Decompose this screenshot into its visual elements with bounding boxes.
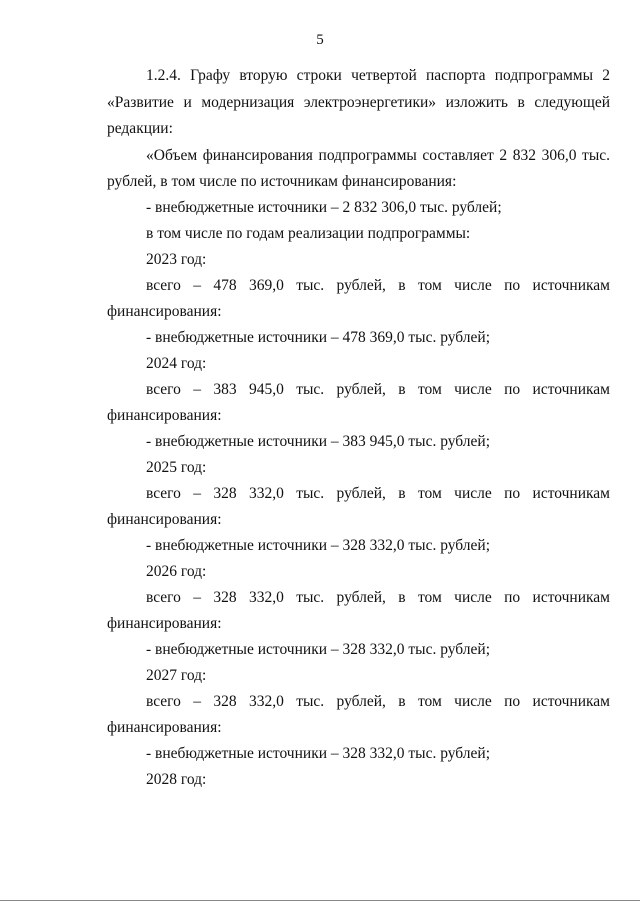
paragraph-line: - внебюджетные источники – 2 832 306,0 тыс. рублей; <box>146 199 502 216</box>
paragraph-line: всего – 383 945,0 тыс. рублей, в том числе по источникам <box>146 381 610 398</box>
paragraph-line: «Объем финансирования подпрограммы составляет 2 832 306,0 тыс. <box>146 147 610 164</box>
paragraph-line: редакции: <box>107 120 173 137</box>
page-edge-divider <box>0 900 640 901</box>
paragraph-line: - внебюджетные источники – 328 332,0 тыс. рублей; <box>146 745 491 762</box>
paragraph-line: - внебюджетные источники – 383 945,0 тыс. рублей; <box>146 433 491 450</box>
paragraph-line: всего – 328 332,0 тыс. рублей, в том числе по источникам <box>146 693 610 710</box>
paragraph-line: - внебюджетные источники – 328 332,0 тыс. рублей; <box>146 537 491 554</box>
year-heading: 2023 год: <box>146 251 207 268</box>
year-heading: 2028 год: <box>146 771 207 788</box>
paragraph-line: «Развитие и модернизация электроэнергетики» изложить в следующей <box>107 94 610 111</box>
paragraph-line: всего – 478 369,0 тыс. рублей, в том числе по источникам <box>146 277 610 294</box>
paragraph-line: финансирования: <box>107 303 222 320</box>
paragraph-line: всего – 328 332,0 тыс. рублей, в том числе по источникам <box>146 589 610 606</box>
paragraph-line: в том числе по годам реализации подпрограммы: <box>146 225 471 242</box>
year-heading: 2024 год: <box>146 355 207 372</box>
year-heading: 2025 год: <box>146 459 207 476</box>
page-number: 5 <box>316 32 324 48</box>
year-heading: 2027 год: <box>146 667 207 684</box>
paragraph-line: финансирования: <box>107 615 222 632</box>
paragraph-line: рублей, в том числе по источникам финансирования: <box>107 173 457 190</box>
paragraph-line: финансирования: <box>107 719 222 736</box>
paragraph-line: финансирования: <box>107 407 222 424</box>
paragraph-line: - внебюджетные источники – 478 369,0 тыс. рублей; <box>146 329 491 346</box>
year-heading: 2026 год: <box>146 563 207 580</box>
paragraph-line: 1.2.4. Графу вторую строки четвертой паспорта подпрограммы 2 <box>146 67 610 84</box>
paragraph-line: всего – 328 332,0 тыс. рублей, в том числе по источникам <box>146 485 610 502</box>
paragraph-line: финансирования: <box>107 511 222 528</box>
paragraph-line: - внебюджетные источники – 328 332,0 тыс. рублей; <box>146 641 491 658</box>
